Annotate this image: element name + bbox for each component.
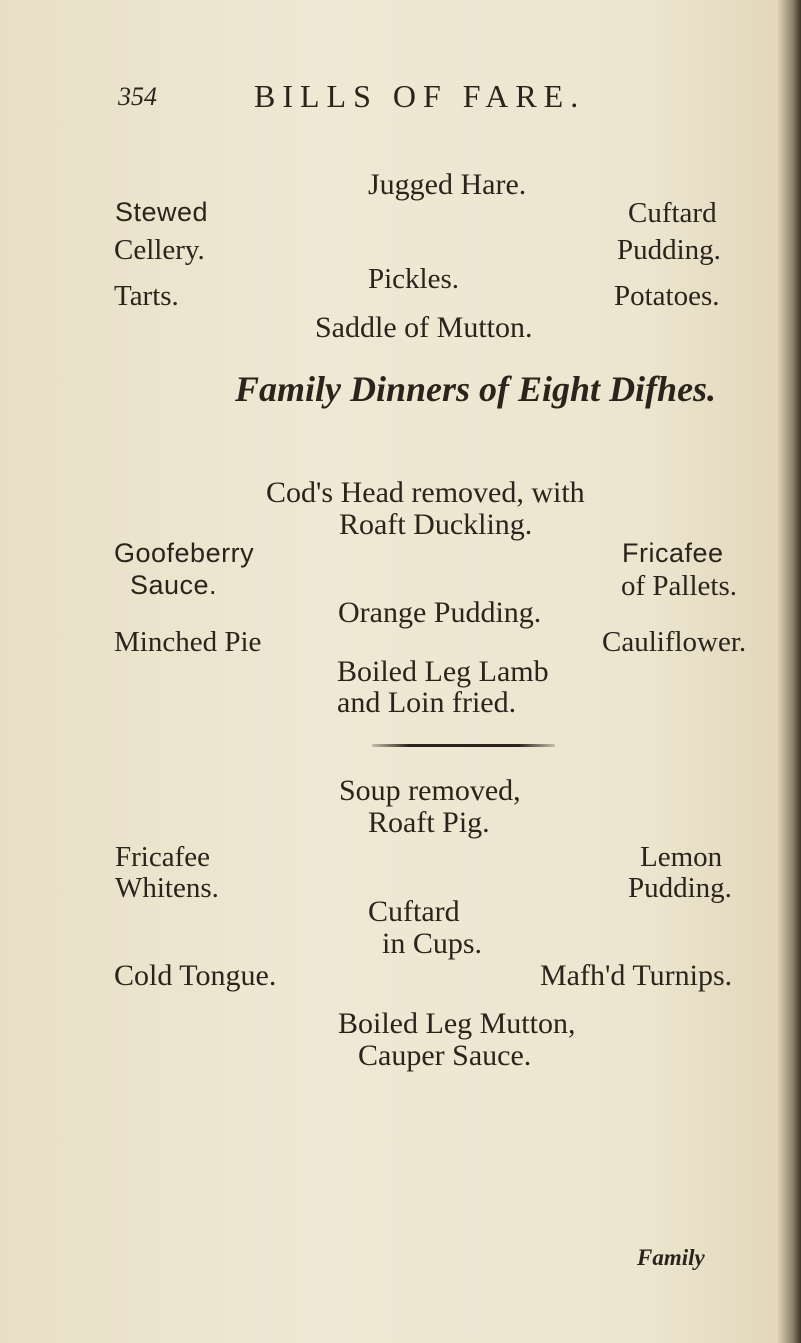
dish-cauper-sauce: Cauper Sauce. xyxy=(358,1039,532,1072)
dish-boiled-leg-mutton: Boiled Leg Mutton, xyxy=(338,1007,576,1040)
catchword: Family xyxy=(637,1245,705,1270)
dish-cellery: Cellery. xyxy=(114,234,205,266)
dish-boiled-leg-lamb: Boiled Leg Lamb xyxy=(337,655,549,688)
dish-roaft-duckling: Roaft Duckling. xyxy=(339,508,533,541)
dish-mafhd-turnips: Mafh'd Turnips. xyxy=(540,959,733,992)
dish-minched-pie: Minched Pie xyxy=(114,626,262,658)
running-title: BILLS OF FARE. xyxy=(254,78,586,114)
dish-lemon-pudding: Pudding. xyxy=(628,872,732,904)
dish-cold-tongue: Cold Tongue. xyxy=(114,959,277,992)
dish-cods-head: Cod's Head removed, with xyxy=(266,476,585,509)
dish-loin-fried: and Loin fried. xyxy=(337,686,517,719)
dish-pickles: Pickles. xyxy=(368,263,460,295)
dish-fricafee: Fricafee xyxy=(622,538,724,568)
dish-cuftard: Cuftard xyxy=(628,197,717,229)
dish-jugged-hare: Jugged Hare. xyxy=(368,168,527,201)
dish-roaft-pig: Roaft Pig. xyxy=(368,806,490,839)
section-divider xyxy=(372,744,555,747)
dish-potatoes: Potatoes. xyxy=(614,280,720,312)
page-number: 354 xyxy=(118,82,157,111)
dish-soup-removed: Soup removed, xyxy=(339,774,521,807)
dish-whitens: Whitens. xyxy=(115,872,219,904)
dish-cuftard-cups: Cuftard xyxy=(368,895,460,928)
dish-orange-pudding: Orange Pudding. xyxy=(338,596,542,629)
dish-goofeberry: Goofeberry xyxy=(114,538,255,568)
dish-pudding: Pudding. xyxy=(617,234,721,266)
dish-in-cups: in Cups. xyxy=(382,927,483,960)
section-heading: Family Dinners of Eight Difhes. xyxy=(235,369,717,409)
dish-tarts: Tarts. xyxy=(114,280,179,312)
dish-stewed: Stewed xyxy=(115,197,209,227)
dish-goofeberry-sauce: Sauce. xyxy=(130,570,218,600)
dish-of-pallets: of Pallets. xyxy=(621,570,737,602)
dish-saddle-of-mutton: Saddle of Mutton. xyxy=(315,311,533,344)
dish-cauliflower: Cauliflower. xyxy=(602,626,747,658)
dish-lemon: Lemon xyxy=(640,841,723,873)
dish-fricafee-whitens: Fricafee xyxy=(115,841,210,873)
